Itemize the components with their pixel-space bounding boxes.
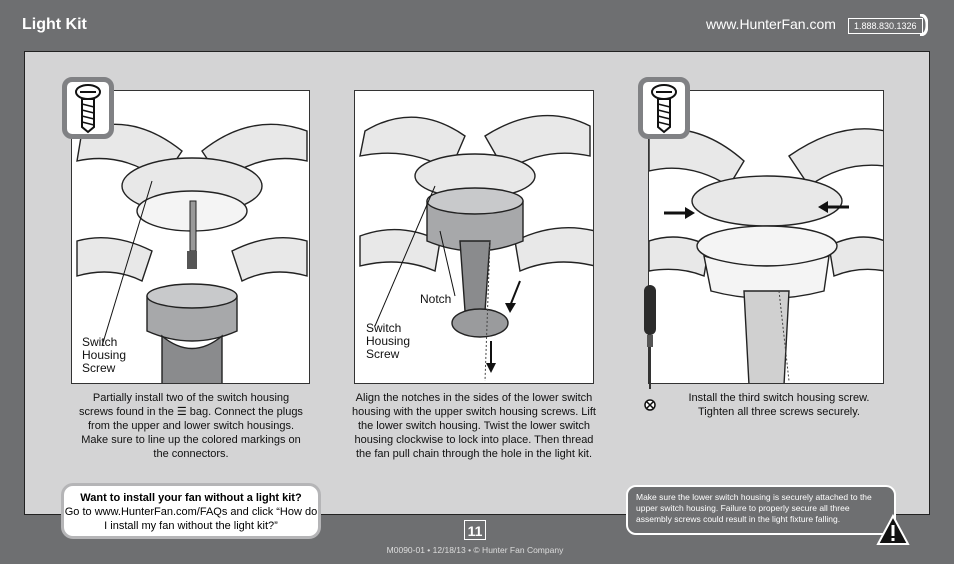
- screw-icon-step-3: [638, 77, 690, 139]
- warning-icon: [876, 514, 910, 546]
- page-title: Light Kit: [22, 16, 87, 33]
- step-2-caption: Align the notches in the sides of the lower switch housing with the upper switch housing screws. Lift the lower switch housing. Twist the lower switch housing clockwise to lock into place. Then thread the fan pull chain through the hole in the light kit.: [352, 392, 596, 460]
- phone-icon: [918, 14, 928, 36]
- warning-text: Make sure the lower switch housing is securely attached to the upper switch housing. Failure to properly secure all three assembly screws could result in the light fixture falling.: [636, 492, 872, 524]
- switch-housing-screw-label-2: Switch Housing Screw: [366, 321, 411, 361]
- switch-housing-screw-label-1: Switch Housing Screw: [82, 335, 127, 375]
- faq-title: Want to install your fan without a light kit?: [80, 492, 302, 504]
- step-3-caption: Install the third switch housing screw. Tighten all three screws securely.: [688, 392, 870, 418]
- screw-icon: [62, 77, 114, 139]
- notch-label: Notch: [420, 292, 452, 306]
- page-number: 11: [464, 520, 486, 540]
- screwdriver-icon: [640, 285, 660, 415]
- phone-number: 1.888.830.1326: [848, 18, 923, 34]
- website-url[interactable]: www.HunterFan.com: [706, 16, 836, 32]
- warning-box: [626, 485, 896, 535]
- step-1-caption: Partially install two of the switch housing screws found in the ☰ bag. Connect the plugs from the upper and lower switch housings. Make sure to line up the colored markings on the connectors.: [79, 392, 303, 460]
- footer-text: M0090-01 • 12/18/13 • © Hunter Fan Company: [386, 545, 564, 555]
- faq-body[interactable]: Go to www.HunterFan.com/FAQs and click “How do I install my fan without the light kit?”: [64, 506, 318, 532]
- faq-box: [61, 483, 321, 539]
